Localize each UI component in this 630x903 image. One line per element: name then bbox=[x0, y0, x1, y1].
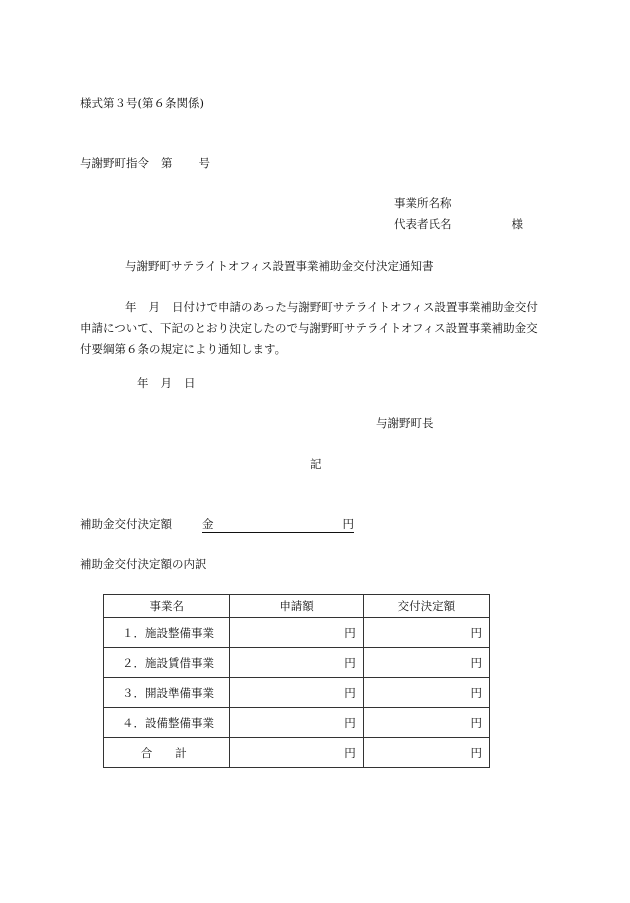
table-row bbox=[104, 618, 490, 648]
date-tsuki: 月 bbox=[160, 376, 172, 390]
row-decided-amount: 円 bbox=[363, 618, 489, 648]
total-label: 合 計 bbox=[104, 738, 230, 768]
recipient-rep-label: 代表者氏名 bbox=[394, 217, 452, 231]
row-decided-amount: 円 bbox=[363, 648, 489, 678]
row-applied-amount: 円 bbox=[230, 648, 363, 678]
row-decided-amount: 円 bbox=[363, 708, 489, 738]
total-decided-amount: 円 bbox=[363, 738, 489, 768]
breakdown-table bbox=[103, 594, 490, 768]
amount-field bbox=[202, 519, 354, 533]
body-line-1 bbox=[80, 297, 558, 318]
table-row bbox=[104, 708, 490, 738]
body-nen: 年 bbox=[125, 300, 137, 314]
recipient-office-label: 事業所名称 bbox=[394, 196, 452, 210]
ki-mark: 記 bbox=[310, 457, 322, 471]
recipient-honorific: 様 bbox=[511, 217, 523, 231]
table-row bbox=[104, 678, 490, 708]
table-total-row bbox=[104, 738, 490, 768]
form-number: 様式第３号(第６条関係) bbox=[80, 96, 204, 110]
amount-line bbox=[80, 519, 354, 533]
breakdown-label: 補助金交付決定額の内訳 bbox=[80, 557, 207, 571]
amount-yen: 円 bbox=[342, 517, 354, 531]
row-decided-amount: 円 bbox=[363, 678, 489, 708]
row-project-name: ３．開設準備事業 bbox=[104, 678, 230, 708]
row-project-name: ２．施設賃借事業 bbox=[104, 648, 230, 678]
row-applied-amount: 円 bbox=[230, 678, 363, 708]
recipient-representative bbox=[394, 219, 523, 231]
document-title: 与謝野町サテライトオフィス設置事業補助金交付決定通知書 bbox=[125, 259, 434, 273]
row-applied-amount: 円 bbox=[230, 708, 363, 738]
body-text bbox=[80, 297, 558, 360]
body-line-1-rest: 日付けで申請のあった与謝野町サテライトオフィス設置事業補助金交付 bbox=[172, 300, 538, 314]
header-applied-amount: 申請額 bbox=[230, 595, 363, 618]
doc-number-prefix: 与謝野町指令 bbox=[80, 156, 149, 170]
amount-kin: 金 bbox=[202, 517, 214, 531]
document-number bbox=[80, 158, 210, 170]
issuer: 与謝野町長 bbox=[376, 416, 434, 430]
row-project-name: ４．設備整備事業 bbox=[104, 708, 230, 738]
amount-label: 補助金交付決定額 bbox=[80, 517, 172, 531]
header-project-name: 事業名 bbox=[104, 595, 230, 618]
body-line-2: 申請について、下記のとおり決定したので与謝野町サテライトオフィス設置事業補助金交 bbox=[80, 321, 538, 335]
body-line-3: 付要綱第６条の規定により通知します。 bbox=[80, 342, 287, 356]
date-hi: 日 bbox=[184, 376, 196, 390]
date-nen: 年 bbox=[137, 376, 149, 390]
date-line bbox=[137, 378, 196, 390]
header-decided-amount: 交付決定額 bbox=[363, 595, 489, 618]
total-applied-amount: 円 bbox=[230, 738, 363, 768]
doc-number-dai: 第 bbox=[161, 156, 173, 170]
table-header-row bbox=[104, 595, 490, 618]
table-row bbox=[104, 648, 490, 678]
row-applied-amount: 円 bbox=[230, 618, 363, 648]
doc-number-go: 号 bbox=[198, 156, 210, 170]
row-project-name: １．施設整備事業 bbox=[104, 618, 230, 648]
body-tsuki: 月 bbox=[148, 300, 160, 314]
